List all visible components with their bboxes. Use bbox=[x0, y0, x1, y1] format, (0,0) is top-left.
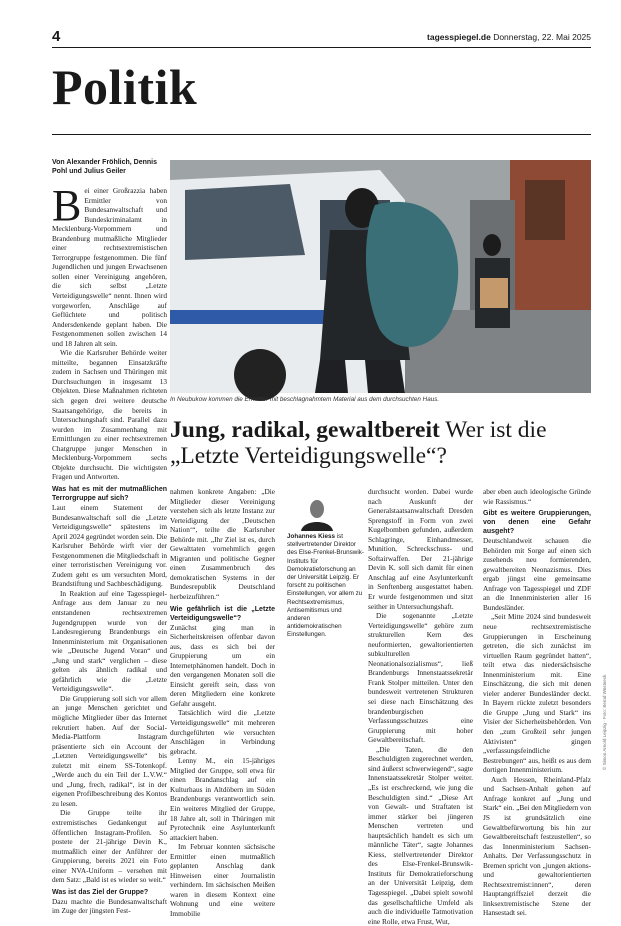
paragraph: Deutschlandweit schauen die Behörden mit Sorge auf einen sich zusehends neu formierenden, gewaltbereiten Neonazismus. Dies ergab jüngst eine gemeinsame Anfrage von Tagesspiegel und ZDF an die Innenministerien aller 16 Bundesländer. bbox=[483, 536, 591, 612]
paragraph: „Die Taten, die den Beschuldigten zugerechnet werden, sind äußerst schwerwiegend“, sagte Innenstaatssekretär Stolper weiter. „Es ist erschreckend, wie jung die Beschuldigten sind.“ „Diese Art von Gewalt- und Straftaten ist immer stärker bei jüngeren Menschen vertreten und hauptsächlich handelt es sich um männliche Täter“, sagte Johannes Kiess, stellvertretender Direktor des Else-Frenkel-Brunswik-Instituts für Demokratieforschung an der Universität Leipzig, dem Tagesspiegel. „Dabei spielt sowohl das gesellschaftliche Umfeld als auch die individuelle Tatmotivation eine Rolle, etwa Frust, Wut, bbox=[368, 744, 473, 926]
masthead-date: Donnerstag, 22. Mai 2025 bbox=[493, 32, 591, 42]
page-number: 4 bbox=[52, 28, 61, 45]
paragraph: Die Gruppierung soll sich vor allem an junge Menschen gerichtet und mögliche Mitglieder über das Internet rekrutiert haben. Auf der Social-Media-Plattform Instagram präsentierte sich ein Account der „Letzten Verteidigungswelle“ bis zuletzt mit einem SS-Totenkopf. „Werde auch du ein Teil der L.V.W.“ und „Jung, frech, radikal“, ist in der eigenen Profilbeschreibung des Kontos zu lesen. bbox=[52, 693, 167, 808]
article-column-1 bbox=[52, 181, 167, 916]
paragraph: Dazu machte die Bundesanwaltschaft im Zuge der jüngsten Fest- bbox=[52, 896, 167, 916]
van-window bbox=[185, 184, 305, 260]
section-title: Politik bbox=[52, 59, 198, 115]
masthead-site[interactable]: tagesspiegel.de bbox=[427, 32, 491, 42]
paragraph: Laut einem Statement der Bundesanwaltschaft soll die „Letzte Verteidigungswelle“ spätestens im April 2024 gegründet worden sein. Die Karlsruher Behörde wirft vier der Festgenommenen die Mitgliedschaft in einer terroristischen Vereinigung vor. Zudem geht es um versuchten Mord, Brandstiftung und Sachbeschädigung. bbox=[52, 502, 167, 589]
paragraph: Auch Hessen, Rheinland-Pfalz und Sachsen-Anhalt gehen auf Anfrage konkret auf „Jung und Stark“ ein. „Bei den Mitgliedern von JS ist grundsätzlich eine Gewaltbefürwortung bis hin zur Gewaltbereitschaft festzustellen“, so das Innenministerium Sachsen-Anhalts. Der Verfassungsschutz in Bremen spricht von „jungen aktions- und gewaltorientierten Rechtsextremist:innen“, deren Hauptangriffsziel derzeit die linksextremistische Szene der Hansestadt sei. bbox=[483, 774, 591, 918]
paragraph: Die Gruppe teilte ihr extremistisches Gedankengut auf öffentlichen Instagram-Profilen. So postete der 21-jährige Devin K., mutmaßlich einer der Anführer der Gruppierung, bereits 2021 ein Foto einer NVA-Uniform – versehen mit dem Satz: „Bald ist es wieder so weit.“ bbox=[52, 808, 167, 885]
paragraph: Tatsächlich wird die „Letzte Verteidigungswelle“ mit mehreren durchgeführten wie versuchten Anschlägen in Verbindung gebracht. bbox=[170, 708, 275, 756]
author-bio: ist stellvertretender Direktor des Else-Frenkel-Brunswik-Instituts für Demokratieforschung an der Universität Leipzig. Er forscht zu politischen Einstellungen, vor allem zu Rechtsextremismus, Antisemitismus und anderen antidemokratischen Einstellungen. bbox=[287, 533, 364, 639]
article-column-4 bbox=[483, 487, 591, 918]
subheading: Was ist das Ziel der Gruppe? bbox=[52, 888, 149, 896]
drop-cap: B bbox=[52, 181, 82, 230]
raid-photo bbox=[170, 160, 591, 393]
article-headline bbox=[170, 417, 595, 469]
van-wheel bbox=[234, 349, 286, 401]
paragraph: nahmen konkrete Angaben: „Die Mitglieder dieser Vereinigung verstehen sich als letzte Instanz zur Verteidigung der ‚Deutschen Nation‘“, teilte die Karlsruher Behörde mit. „Ihr Ziel ist es, durch Gewalttaten vornehmlich gegen Migranten und politische Gegner einen Zusammenbruch des demokratischen Systems in der Bundesrepublik Deutschland herbeizuführen.“ bbox=[170, 487, 275, 602]
byline: Von Alexander Fröhlich, Dennis Pohl und Julius Geiler bbox=[52, 159, 158, 176]
subheading: Wie gefährlich ist die „Letzte Verteidigungswelle“? bbox=[170, 605, 275, 622]
paragraph: Die sogenannte „Letzte Verteidigungswelle“ gehöre zum strukturellen Kern des neuformierten, gewaltorientierten subkulturellen Neonationalsozialismus“, ließ Brandenburgs Innenstaatssekretär Frank Stolper mitteilen. Unter den bundesweit vertretenen Strukturen sei diese nach Einschätzung des brandenburgischen Verfassungsschutzes eine Gruppierung mit hoher Gewaltbereitschaft. bbox=[368, 611, 473, 745]
house-window bbox=[525, 180, 565, 240]
author-portrait-illustration bbox=[287, 495, 347, 531]
subheading: Gibt es weitere Gruppierungen, von denen eine Gefahr ausgeht? bbox=[483, 510, 591, 536]
article-column-3 bbox=[368, 487, 473, 926]
paragraph: durchsucht worden. Dabei wurde nach Auskunft der Generalstaatsanwaltschaft Dresden Sprengstoff in Form von zwei Kugelbomben gefunden, außerdem Schlagringe, Einhandmesser, Munition, Schreckschuss- und Softairwaffen. Der 21-jährige Devin K. soll sich damit für einen Anschlag auf eine Asylunterkunft in Senftenberg ausgestattet haben. Er wurde festgenommen und sitzt seither in Untersuchungshaft. bbox=[368, 487, 473, 611]
paragraph: „Seit Mitte 2024 sind bundesweit neue rechtsextremistische Gruppierungen in Erscheinung getreten, die sich zunächst im virtuellen Raum gegründet hatten“, teilt etwa das niedersächsische Innenministerium mit. Eine Einschätzung, die sich mit denen vieler anderer Bundesländer deckt. In Bayern rückte zuletzt besonders die Gruppe „Jung und Stark“ ins Visier der Sicherheitsbehörden. Von den „zum Großteil sehr jungen Aktivisten“ gingen „verfassungsfeindliche Bestrebungen“ aus, heißt es aus dem dortigen Innenministerium. bbox=[483, 612, 591, 775]
paragraph: aber eben auch ideologische Gründe wie Rassismus.“ bbox=[483, 487, 591, 506]
author-portrait bbox=[287, 495, 347, 531]
author-caption bbox=[287, 533, 365, 640]
paragraph: In Reaktion auf eine Tagesspiegel-Anfrage aus dem Januar zu neu entstandenen rechtsextremen Jugendgruppen wurde von der Landesregierung Brandenburgs ein Innenministerium mit Organisationen wie „Deutsche Jugend Voran“ und „Jung und stark“ verglichen – diese gelten als ähnlich radikal und gefährlich wie die „Letzte Verteidigungswelle“. bbox=[52, 588, 167, 694]
masthead bbox=[427, 32, 591, 42]
paragraph: Wie die Karlsruher Behörde weiter mitteilte, begannen Einsatzkräfte zudem in Sachsen und Thüringen mit Durchsuchungen in insgesamt 13 Objekten. Diese Maßnahmen richteten sich gegen drei weitere deutsche Staatsangehörige, die bereits in Untersuchungshaft sind. Parallel dazu wurden im Zusammenhang mit Ermittlungen zu einer rechtsextremen Chatgruppe junger Menschen in Mecklenburg-Vorpommern sechs Objekte durchsucht. Die wichtigsten Fragen und Antworten. bbox=[52, 348, 167, 482]
paragraph: Zunächst ging man in Sicherheitskreisen offenbar davon aus, dass es sich bei der Gruppierung um ein Internetphänomen handelt. Doch in den vergangenen Monaten soll die Einsicht gereift sein, dass von deren Mitgliedern eine konkrete Gefahr ausgeht. bbox=[170, 622, 275, 708]
paragraph: Lenny M., ein 15-jähriges Mitglied der Gruppe, soll etwa für einen Brandanschlag auf ein Kulturhaus in Altdöbern im Süden Brandenburgs verantwortlich sein. Ein weiteres Mitglied der Gruppe, 18 Jahre alt, soll in Thüringen mit Pyrotechnik eine Asylunterkunft attackiert haben. bbox=[170, 756, 275, 842]
article-column-2 bbox=[170, 487, 275, 918]
second-officer-head bbox=[483, 234, 501, 256]
lead-paragraph bbox=[52, 181, 167, 348]
subheading: Was hat es mit der mutmaßlichen Terrorgruppe auf sich? bbox=[52, 485, 167, 502]
photo-caption: In Neubukow kommen die Ermittler mit beschlagnahmtem Material aus dem durchsuchten Haus. bbox=[170, 396, 440, 403]
author-name: Johannes Kiess bbox=[287, 533, 335, 540]
evidence-box bbox=[480, 278, 508, 308]
raid-photo-illustration bbox=[170, 160, 591, 393]
photo-credit: © Simon Arnold Leipzig · Foto: Bernd Wüstneck bbox=[602, 674, 607, 770]
top-rule bbox=[52, 47, 591, 48]
headline-rest: Wer ist die „Letzte Verteidigungswelle“? bbox=[170, 417, 547, 469]
portrait-head bbox=[310, 500, 324, 518]
section-rule bbox=[52, 134, 591, 135]
paragraph: Im Februar konnten sächsische Ermittler einen mutmaßlich geplanten Anschlag dank Hinweisen einer Journalistin verhindern. Im sächsischen Meißen waren in diesem Kontext eine Wohnung und eine weitere Immobilie bbox=[170, 842, 275, 918]
lead-text: ei einer Großrazzia haben Ermittler von Bundesanwaltschaft und Bundeskriminalamt in Mecklenburg-Vorpommern und Brandenburg mutmaßliche Mitglieder einer rechtsextremistischen Terrorgruppe festgenommen. Die fünf Jugendlichen und jungen Erwachsenen sollen einer Vereinigung angehören, die sich selbst „Letzte Verteidigungswelle“ nennt. Ihnen wird vorgeworfen, Anschläge auf Geflüchtete und politisch Andersdenkende geplant haben. Die Festgenommenen sollen zwischen 14 und 18 Jahren alt sein. bbox=[52, 186, 167, 348]
headline-main: Jung, radikal, gewaltbereit bbox=[170, 417, 440, 443]
